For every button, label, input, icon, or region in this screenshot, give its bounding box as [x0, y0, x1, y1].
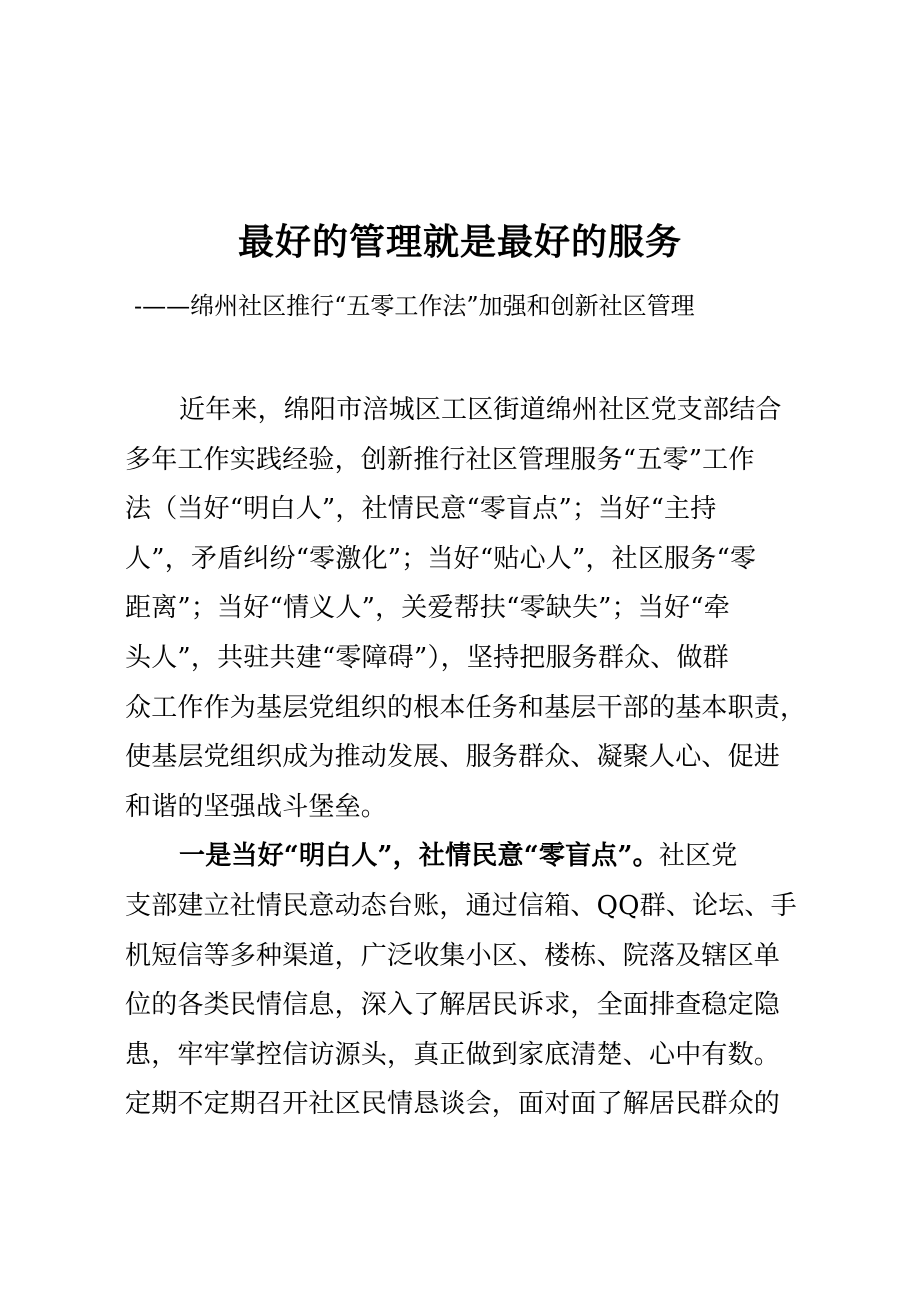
paragraph-line: 定期不定期召开社区民情恳谈会，面对面了解居民群众的 [125, 1089, 781, 1120]
paragraph-line: 头人”，共驻共建“零障碍”），坚持把服务群众、做群 [125, 642, 729, 673]
paragraph-2 [125, 836, 797, 1134]
paragraph-line: 使基层党组织成为推动发展、服务群众、凝聚人心、促进 [125, 742, 781, 773]
paragraph-first-line [125, 836, 797, 886]
paragraph-line: 近年来，绵阳市涪城区工区街道绵州社区党支部结合 [179, 395, 782, 425]
document-title: 最好的管理就是最好的服务 [237, 221, 682, 263]
document-body [125, 390, 807, 1134]
paragraph-line: 距离”；当好“情义人”，关爱帮扶“零缺失”；当好“牵 [125, 593, 730, 624]
paragraph-line: 多年工作实践经验，创新推行社区管理服务“五零”工作 [125, 444, 755, 475]
paragraph-line: 和谐的坚强战斗堡垒。 [125, 791, 388, 822]
paragraph-line: 患，牢牢掌控信访源头，真正做到家底清楚、心中有数。 [125, 1039, 781, 1070]
paragraph-line: 众工作作为基层党组织的根本任务和基层干部的基本职责， [125, 692, 807, 723]
paragraph-line: 法（当好“明白人”，社情民意“零盲点”；当好“主持 [125, 494, 717, 525]
document-subtitle: -——绵州社区推行“五零工作法”加强和创新社区管理 [134, 292, 695, 320]
paragraph-1 [125, 390, 807, 836]
paragraph-line: 支部建立社情民意动态台账，通过信箱、QQ群、论坛、手 [125, 890, 797, 921]
paragraph-line: 人”，矛盾纠纷“零激化”；当好“贴心人”，社区服务“零 [125, 543, 757, 574]
paragraph-line: 位的各类民情信息，深入了解居民诉求，全面排查稳定隐 [125, 990, 781, 1021]
paragraph-line: 机短信等多种渠道，广泛收集小区、楼栋、院落及辖区单 [125, 940, 781, 971]
section-heading: 一是当好“明白人”，社情民意“零盲点”。 [179, 841, 659, 872]
paragraph-text: 社区党 [658, 841, 738, 872]
